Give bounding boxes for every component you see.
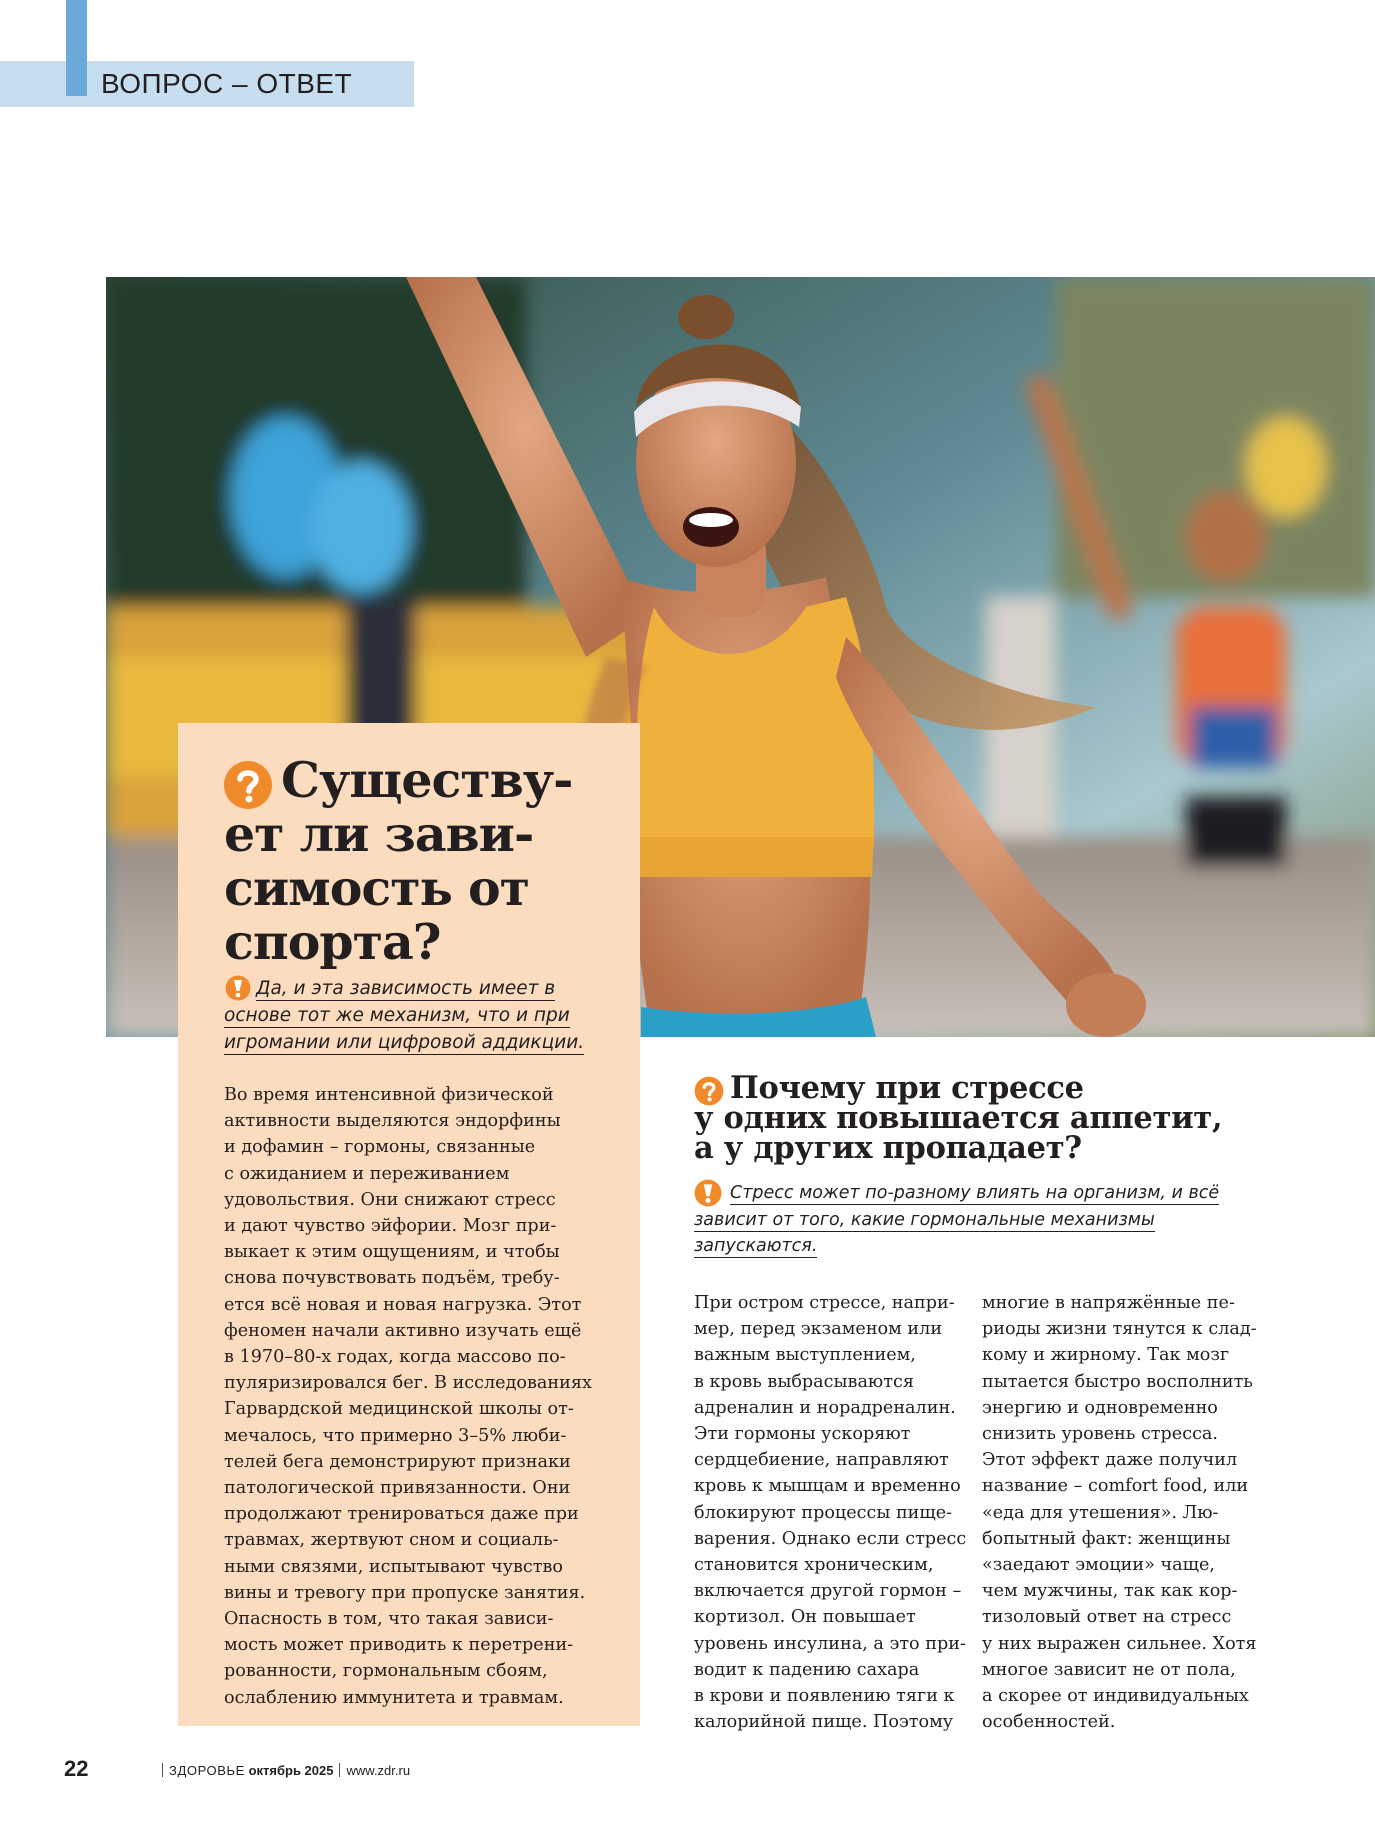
- footer-credits: [156, 1763, 410, 1778]
- magazine-name: ЗДОРОВЬЕ: [169, 1763, 245, 1778]
- question-1-answer-text: Да, и эта зависимость имеет в основе тот же механизм, что и при игромании или цифровой аддикции.: [224, 978, 585, 1053]
- footer-divider: [339, 1763, 340, 1777]
- section-tab-accent: [66, 0, 87, 96]
- question-1-answer: [224, 975, 614, 1056]
- question-1-body: Во время интенсивной физической активности выделяются эндорфины и дофамин – гормоны, связанные с ожиданием и переживанием удовольствия. Они снижают стресс и дают чувство эйфории. Мозг при- выкает к этим ощущениям, и чтобы снова почувствовать подъём, требу- ется всё новая и новая нагрузка. Этот феномен начали активно изучать ещё в 1970–80-х годах, когда массово по- пуляризировался бег. В исследованиях Гарвардской медицинской школы от- мечалось, что примерно 3–5% люби- телей бега демонстрируют признаки патологической привязанности. Они продолжают тренироваться даже при травмах, жертвуют сном и социаль- ными связями, испытывают чувство вины и тревогу при пропуске занятия. Опасность в том, что такая зависи- мость может приводить к перетрени- рованности, гормональным сбоям, ослаблению иммунитета и травмам.: [224, 1085, 592, 1708]
- footer-divider: [162, 1763, 163, 1777]
- issue-date: октябрь 2025: [248, 1763, 334, 1778]
- question-2-body-column-1: При остром стрессе, напри- мер, перед экзаменом или важным выступлением, в кровь выбрасываются адреналин и норадреналин. Эти гормоны ускоряют сердцебиение, направляют кровь к мышцам и временно блокируют процессы пище- варения. Однако если стресс становится хроническим, включается другой гормон – кортизол. Он повышает уровень инсулина, а это при- водит к падению сахара в крови и появлению тяги к калорийной пище. Поэтому: [694, 1293, 967, 1733]
- question-1-title: Существу-ет ли зави-симость от спорта?: [224, 751, 573, 971]
- question-2-answer-text: Стресс может по-разному влиять на организм, и всё зависит от того, какие гормональные механизмы запускаются.: [694, 1183, 1220, 1256]
- section-label: ВОПРОС – ОТВЕТ: [101, 68, 353, 99]
- question-2-answer: [694, 1180, 1254, 1260]
- website-link[interactable]: www.zdr.ru: [346, 1763, 411, 1778]
- question-2-body-column-2: многие в напряжённые пе- риоды жизни тянутся к слад- кому и жирному. Так мозг пытается быстро восполнить энергию и одновременно снизить уровень стресса. Этот эффект даже получил название – comfort food, или «еда для утешения». Лю- бопытный факт: женщины «заедают эмоции» чаще, чем мужчины, так как кор- тизоловый ответ на стресс у них выражен сильнее. Хотя многое зависит не от пола, а скорее от индивидуальных особенностей.: [982, 1293, 1257, 1733]
- page-number: 22: [64, 1756, 89, 1781]
- question-2-title: Почему при стрессе у одних повышается аппетит, а у других пропадает?: [694, 1070, 1223, 1166]
